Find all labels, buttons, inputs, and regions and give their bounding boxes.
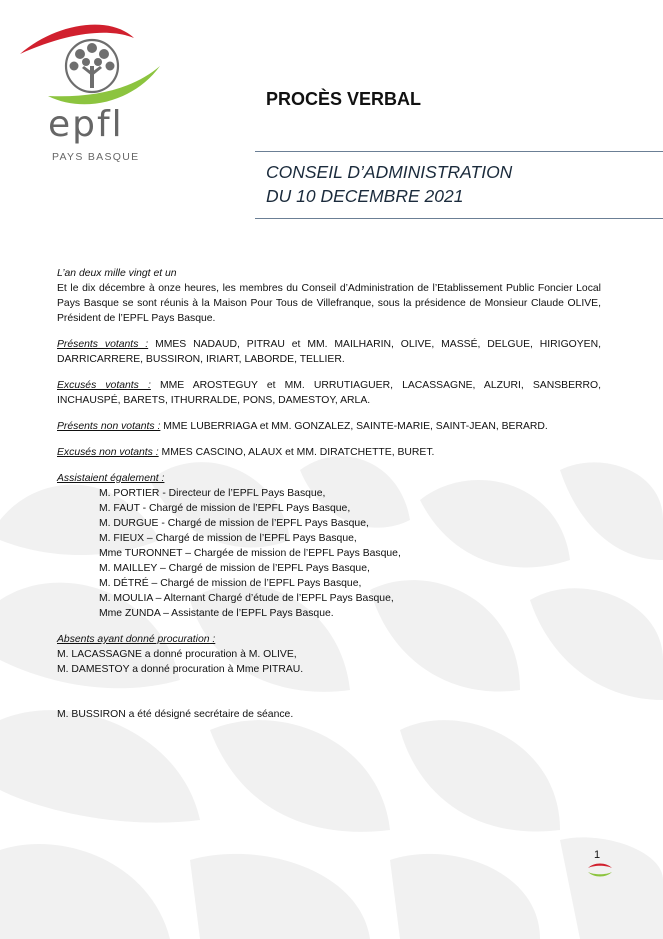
meeting-date: DU 10 DECEMBRE 2021	[266, 186, 464, 206]
presents-non-votants	[57, 419, 601, 434]
presents-votants-label: Présents votants :	[57, 339, 149, 350]
attendee-list	[57, 486, 601, 621]
list-item: M. MOULIA – Alternant Chargé d’étude de l’EPFL Pays Basque,	[99, 593, 394, 604]
list-item: Mme TURONNET – Chargée de mission de l’EPFL Pays Basque,	[99, 548, 401, 559]
procurations	[57, 632, 601, 677]
logo-subtitle: PAYS BASQUE	[52, 151, 140, 163]
logo-swoosh-icon	[586, 862, 614, 878]
list-item: M. DAMESTOY a donné procuration à Mme PITRAU.	[57, 664, 304, 675]
intro-heading: L’an deux mille vingt et un	[57, 268, 177, 279]
meeting-title	[266, 160, 512, 208]
divider	[255, 218, 663, 219]
excuses-non-votants-text: MMES CASCINO, ALAUX et MM. DIRATCHETTE, BURET.	[161, 447, 435, 458]
meeting-title-line1: CONSEIL D’ADMINISTRATION	[266, 162, 513, 182]
list-item: M. DURGUE - Chargé de mission de l’EPFL Pays Basque,	[99, 518, 369, 529]
logo-wordmark: epfl	[48, 104, 124, 145]
list-item: M. LACASSAGNE a donné procuration à M. OLIVE,	[57, 649, 297, 660]
page-number: 1	[594, 849, 601, 861]
intro-paragraph: Et le dix décembre à onze heures, les membres du Conseil d’Administration de l’Etablissement Public Foncier Local Pays Basque se sont réunis à la Maison Pour Tous de Villefranque, sous la présidence de Monsieur Claude OLIVE, Président de l’EPFL Pays Basque.	[57, 283, 601, 324]
list-item: M. MAILLEY – Chargé de mission de l’EPFL Pays Basque,	[99, 563, 370, 574]
page-title: PROCÈS VERBAL	[266, 89, 422, 109]
list-item: M. PORTIER - Directeur de l’EPFL Pays Basque,	[99, 488, 326, 499]
presents-votants-text: MMES NADAUD, PITRAU et MM. MAILHARIN, OLIVE, MASSÉ, DELGUE, HIRIGOYEN, DARRICARRERE, BUSSIRON, IRIART, LABORDE, TELLIER.	[57, 339, 601, 365]
procurations-label: Absents ayant donné procuration :	[57, 634, 216, 645]
minutes-body	[57, 266, 601, 722]
excuses-votants-text: MME AROSTEGUY et MM. URRUTIAGUER, LACASSAGNE, ALZURI, SANSBERRO, INCHAUSPÉ, BARETS, ITHURRALDE, PONS, DAMESTOY, ARLA.	[57, 380, 601, 406]
presents-non-votants-text: MME LUBERRIAGA et MM. GONZALEZ, SAINTE-MARIE, SAINT-JEAN, BERARD.	[163, 421, 548, 432]
excuses-votants	[57, 378, 601, 408]
presents-votants	[57, 337, 601, 367]
assistaient-label: Assistaient également :	[57, 473, 165, 484]
excuses-votants-label: Excusés votants :	[57, 380, 151, 391]
presents-non-votants-label: Présents non votants :	[57, 421, 161, 432]
list-item: M. FAUT - Chargé de mission de l’EPFL Pays Basque,	[99, 503, 351, 514]
epfl-logo-icon	[14, 14, 174, 174]
assistaient	[57, 471, 601, 621]
list-item: Mme ZUNDA – Assistante de l’EPFL Pays Basque.	[99, 608, 334, 619]
excuses-non-votants-label: Excusés non votants :	[57, 447, 159, 458]
list-item: M. DÉTRÉ – Chargé de mission de l’EPFL Pays Basque,	[99, 578, 362, 589]
excuses-non-votants	[57, 445, 601, 460]
list-item: M. FIEUX – Chargé de mission de l’EPFL Pays Basque,	[99, 533, 357, 544]
divider	[255, 151, 663, 152]
secretaire-text: M. BUSSIRON a été désigné secrétaire de séance.	[57, 709, 294, 720]
